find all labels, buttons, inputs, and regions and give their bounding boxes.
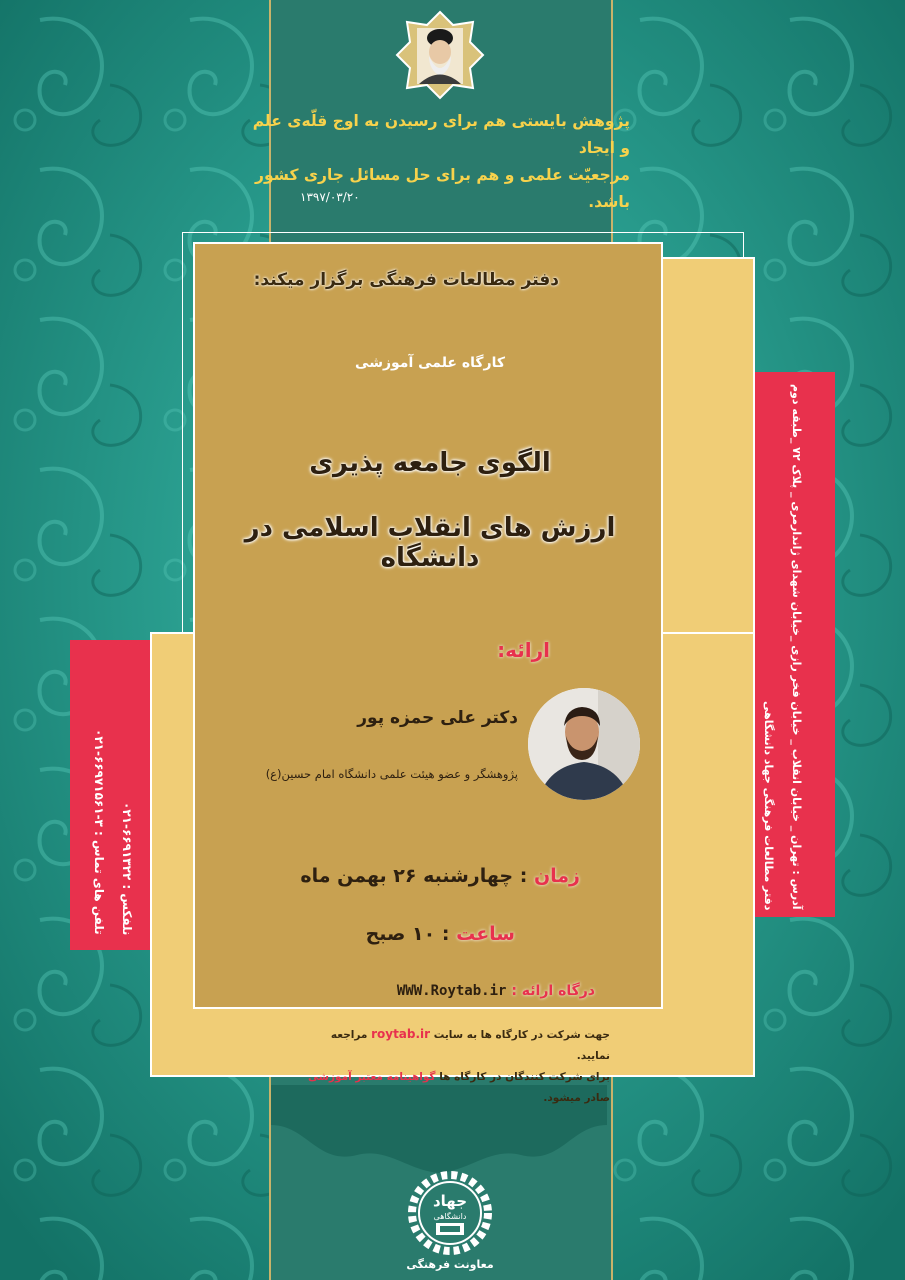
notes-line-2-suffix: صادر میشود. (543, 1092, 610, 1104)
notes-line-2-prefix: برای شرکت کنندگان در کارگاه ها (439, 1071, 610, 1083)
notes-line-1 (300, 1024, 610, 1067)
logo-text: جهاد (432, 1192, 468, 1210)
portal-row (305, 983, 595, 999)
hour-label: ساعت (456, 923, 515, 945)
portal-url[interactable]: WWW.Roytab.ir (396, 983, 507, 999)
hour-value: : ۱۰ صبح (365, 923, 450, 945)
logo-subtext: دانشگاهی (433, 1212, 467, 1221)
logo-caption: معاونت فرهنگی (406, 1258, 494, 1271)
presenter-name: دکتر علی حمزه پور (357, 708, 518, 728)
presenter-label: ارائه: (497, 638, 550, 662)
certificate-highlight: گواهینامه معتبر آموزشی (308, 1071, 436, 1083)
title-line-1: الگوی جامعه پذیری (309, 448, 551, 478)
quote-date: ۱۳۹۷/۰۳/۲۰ (300, 190, 360, 204)
contact-phone: تلفن های تماس : ۳-۶۶۹۷۱۵۶۱-۰۲۱ (92, 729, 106, 935)
title-line-2: ارزش های انقلاب اسلامی در دانشگاه (244, 513, 616, 573)
jahad-logo (400, 1168, 500, 1258)
quote-line-2: مرجعیّت علمی و هم برای حل مسائل جاری کشور باشد. (255, 166, 630, 211)
presenter-avatar-icon (528, 688, 640, 800)
notes-line-2 (300, 1067, 610, 1109)
registration-notes (300, 1024, 610, 1109)
presenter-affiliation: پژوهشگر و عضو هیئت علمی دانشگاه امام حسین(ع) (265, 767, 518, 781)
presenter-photo (528, 688, 640, 800)
hour-row (300, 923, 515, 945)
address-line: آدرس : تهران _ خیابان انقلاب _ خیابان فخر رازی _خیابان شهدای ژاندارمری _ پلاک ۷۲ _طبقه دوم (790, 384, 803, 910)
workshop-type: کارگاه علمی آموزشی (355, 355, 505, 371)
notes-line-1-suffix: مراجعه نمایید. (330, 1029, 610, 1062)
leader-portrait (395, 10, 485, 100)
address-office: دفتر مطالعات فرهنگی جهاد دانشگاهی (762, 700, 775, 910)
time-value: : چهارشنبه ۲۶ بهمن ماه (300, 865, 528, 887)
contact-fax: نلفکس : ۶۶۹۱۳۲۲-۰۲۱ (120, 801, 134, 935)
quote (240, 108, 630, 216)
time-label: زمان (533, 865, 580, 887)
time-row (225, 865, 580, 887)
organizer: دفتر مطالعات فرهنگی برگزار میکند: (253, 270, 559, 290)
portal-label: درگاه ارائه : (511, 983, 595, 999)
quote-line-1: پژوهش بایستی هم برای رسیدن به اوج قلّه‌ی علم و ایجاد (252, 112, 630, 157)
site-link[interactable]: roytab.ir (371, 1027, 431, 1041)
notes-line-1-prefix: جهت شرکت در کارگاه ها به سایت (433, 1029, 610, 1041)
